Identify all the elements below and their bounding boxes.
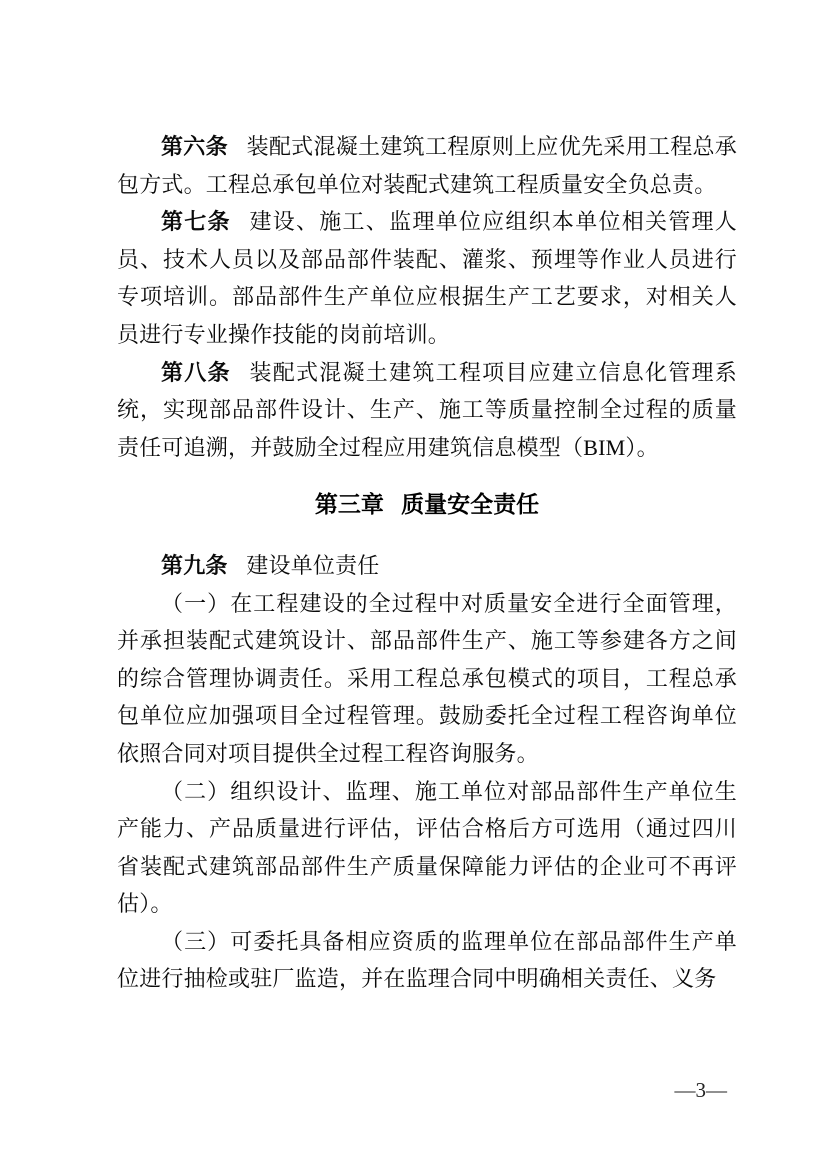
article-8-text: 装配式混凝土建筑工程项目应建立信息化管理系统，实现部品部件设计、生产、施工等质量控制全过程的质量责任可追溯，并鼓励全过程应用建筑信息模型（BIM）。 <box>117 359 737 460</box>
document-body <box>117 128 737 998</box>
article-9-paragraph <box>117 547 737 585</box>
item-2-text: （二）组织设计、监理、施工单位对部品部件生产单位生产能力、产品质量进行评估，评估合格后方可选用（通过四川省装配式建筑部品部件生产质量保障能力评估的企业可不再评估）。 <box>117 778 737 917</box>
page-number: —3— <box>674 1078 727 1102</box>
article-7-text: 建设、施工、监理单位应组织本单位相关管理人员、技术人员以及部品部件装配、灌浆、预埋等作业人员进行专项培训。部品部件生产单位应根据生产工艺要求，对相关人员进行专业操作技能的岗前培训。 <box>117 209 737 347</box>
article-6-text: 装配式混凝土建筑工程原则上应优先采用工程总承包方式。工程总承包单位对装配式建筑工程质量安全负总责。 <box>117 134 737 197</box>
article-7-label: 第七条 <box>161 209 231 235</box>
article-6-paragraph <box>117 128 737 203</box>
article-7-paragraph <box>117 203 737 353</box>
article-9-label: 第九条 <box>161 552 228 578</box>
chapter-3-heading <box>117 486 737 524</box>
chapter-3-title: 质量安全责任 <box>401 491 540 518</box>
chapter-3-number: 第三章 <box>314 491 384 518</box>
article-6-label: 第六条 <box>161 134 228 159</box>
item-3-text: （三）可委托具备相应资质的监理单位在部品部件生产单位进行抽检或驻厂监造，并在监理合同中明确相关责任、义务 <box>117 928 737 992</box>
article-8-paragraph <box>117 354 737 467</box>
article-8-label: 第八条 <box>161 359 231 385</box>
item-1-text: （一）在工程建设的全过程中对质量安全进行全面管理，并承担装配式建筑设计、部品部件生产、施工等参建各方之间的综合管理协调责任。采用工程总承包模式的项目，工程总承包单位应加强项目全过程管理。鼓励委托全过程工程咨询单位依照合同对项目提供全过程工程咨询服务。 <box>117 590 737 766</box>
item-2-paragraph <box>117 773 737 923</box>
item-3-paragraph <box>117 923 737 998</box>
article-9-text: 建设单位责任 <box>246 552 380 578</box>
item-1-paragraph <box>117 585 737 773</box>
